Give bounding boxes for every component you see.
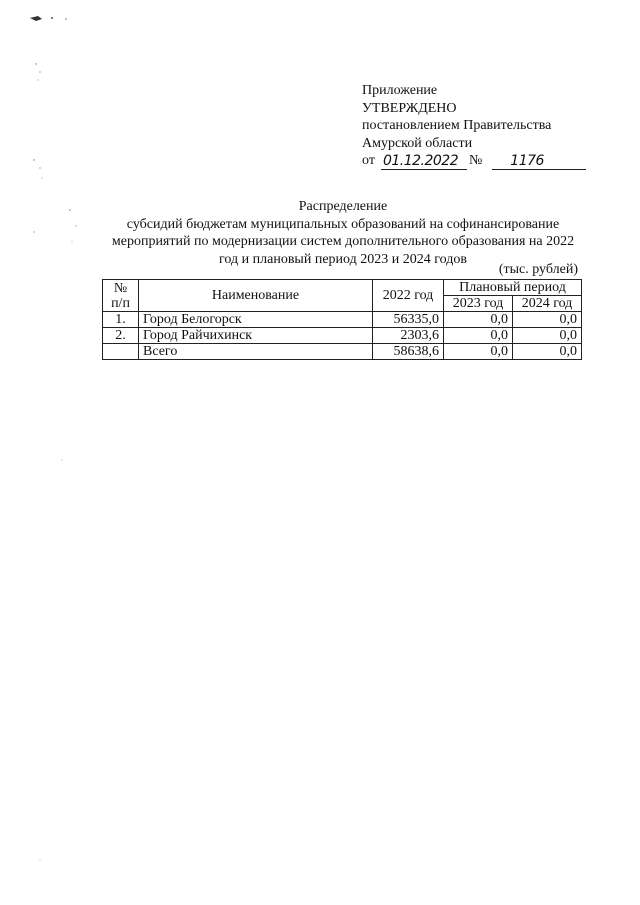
number-label: № [468,153,483,168]
approval-by-resolution: постановлением Правительства [362,118,552,133]
cell-number: 2. [103,328,139,344]
approval-appendix: Приложение [362,83,438,98]
approval-date-number [362,152,586,170]
cell-number: 1. [103,312,139,328]
cell-number [103,344,139,360]
approval-region: Амурской области [362,135,473,151]
from-label: от [362,153,375,168]
cell-2024: 0,0 [513,344,582,360]
heading-line-3: мероприятий по модернизации систем дополнительного образования на 2022 [111,234,575,249]
cell-2024: 0,0 [513,312,582,328]
header-planned-period: Плановый период [444,280,582,296]
cell-2022: 56335,0 [373,312,444,328]
header-number: № п/п [103,280,139,312]
header-2022: 2022 год [373,280,444,312]
heading-line-4: год и плановый период 2023 и 2024 годов [219,251,467,267]
handwritten-number: 1176 [492,153,586,170]
cell-2023: 0,0 [444,312,513,328]
cell-2023: 0,0 [444,328,513,344]
cell-name: Город Райчихинск [139,328,373,344]
scan-artifacts [0,0,90,905]
heading-line-2: субсидий бюджетам муниципальных образований на софинансирование [126,216,560,232]
cell-name: Город Белогорск [139,312,373,328]
header-name: Наименование [139,280,373,312]
distribution-table [102,279,582,360]
table-row [103,312,582,328]
document-heading [100,198,586,268]
cell-2024: 0,0 [513,328,582,344]
table-total-row [103,344,582,360]
cell-2023: 0,0 [444,344,513,360]
cell-2022: 2303,6 [373,328,444,344]
handwritten-date: 01.12.2022 [381,153,467,170]
table-header-row [103,280,582,296]
heading-title: Распределение [298,199,388,214]
table-row [103,328,582,344]
header-2024: 2024 год [513,296,582,312]
cell-2022: 58638,6 [373,344,444,360]
cell-name: Всего [139,344,373,360]
approval-approved: УТВЕРЖДЕНО [362,100,457,116]
approval-block [362,82,586,170]
units-label: (тыс. рублей) [498,262,578,277]
header-2023: 2023 год [444,296,513,312]
